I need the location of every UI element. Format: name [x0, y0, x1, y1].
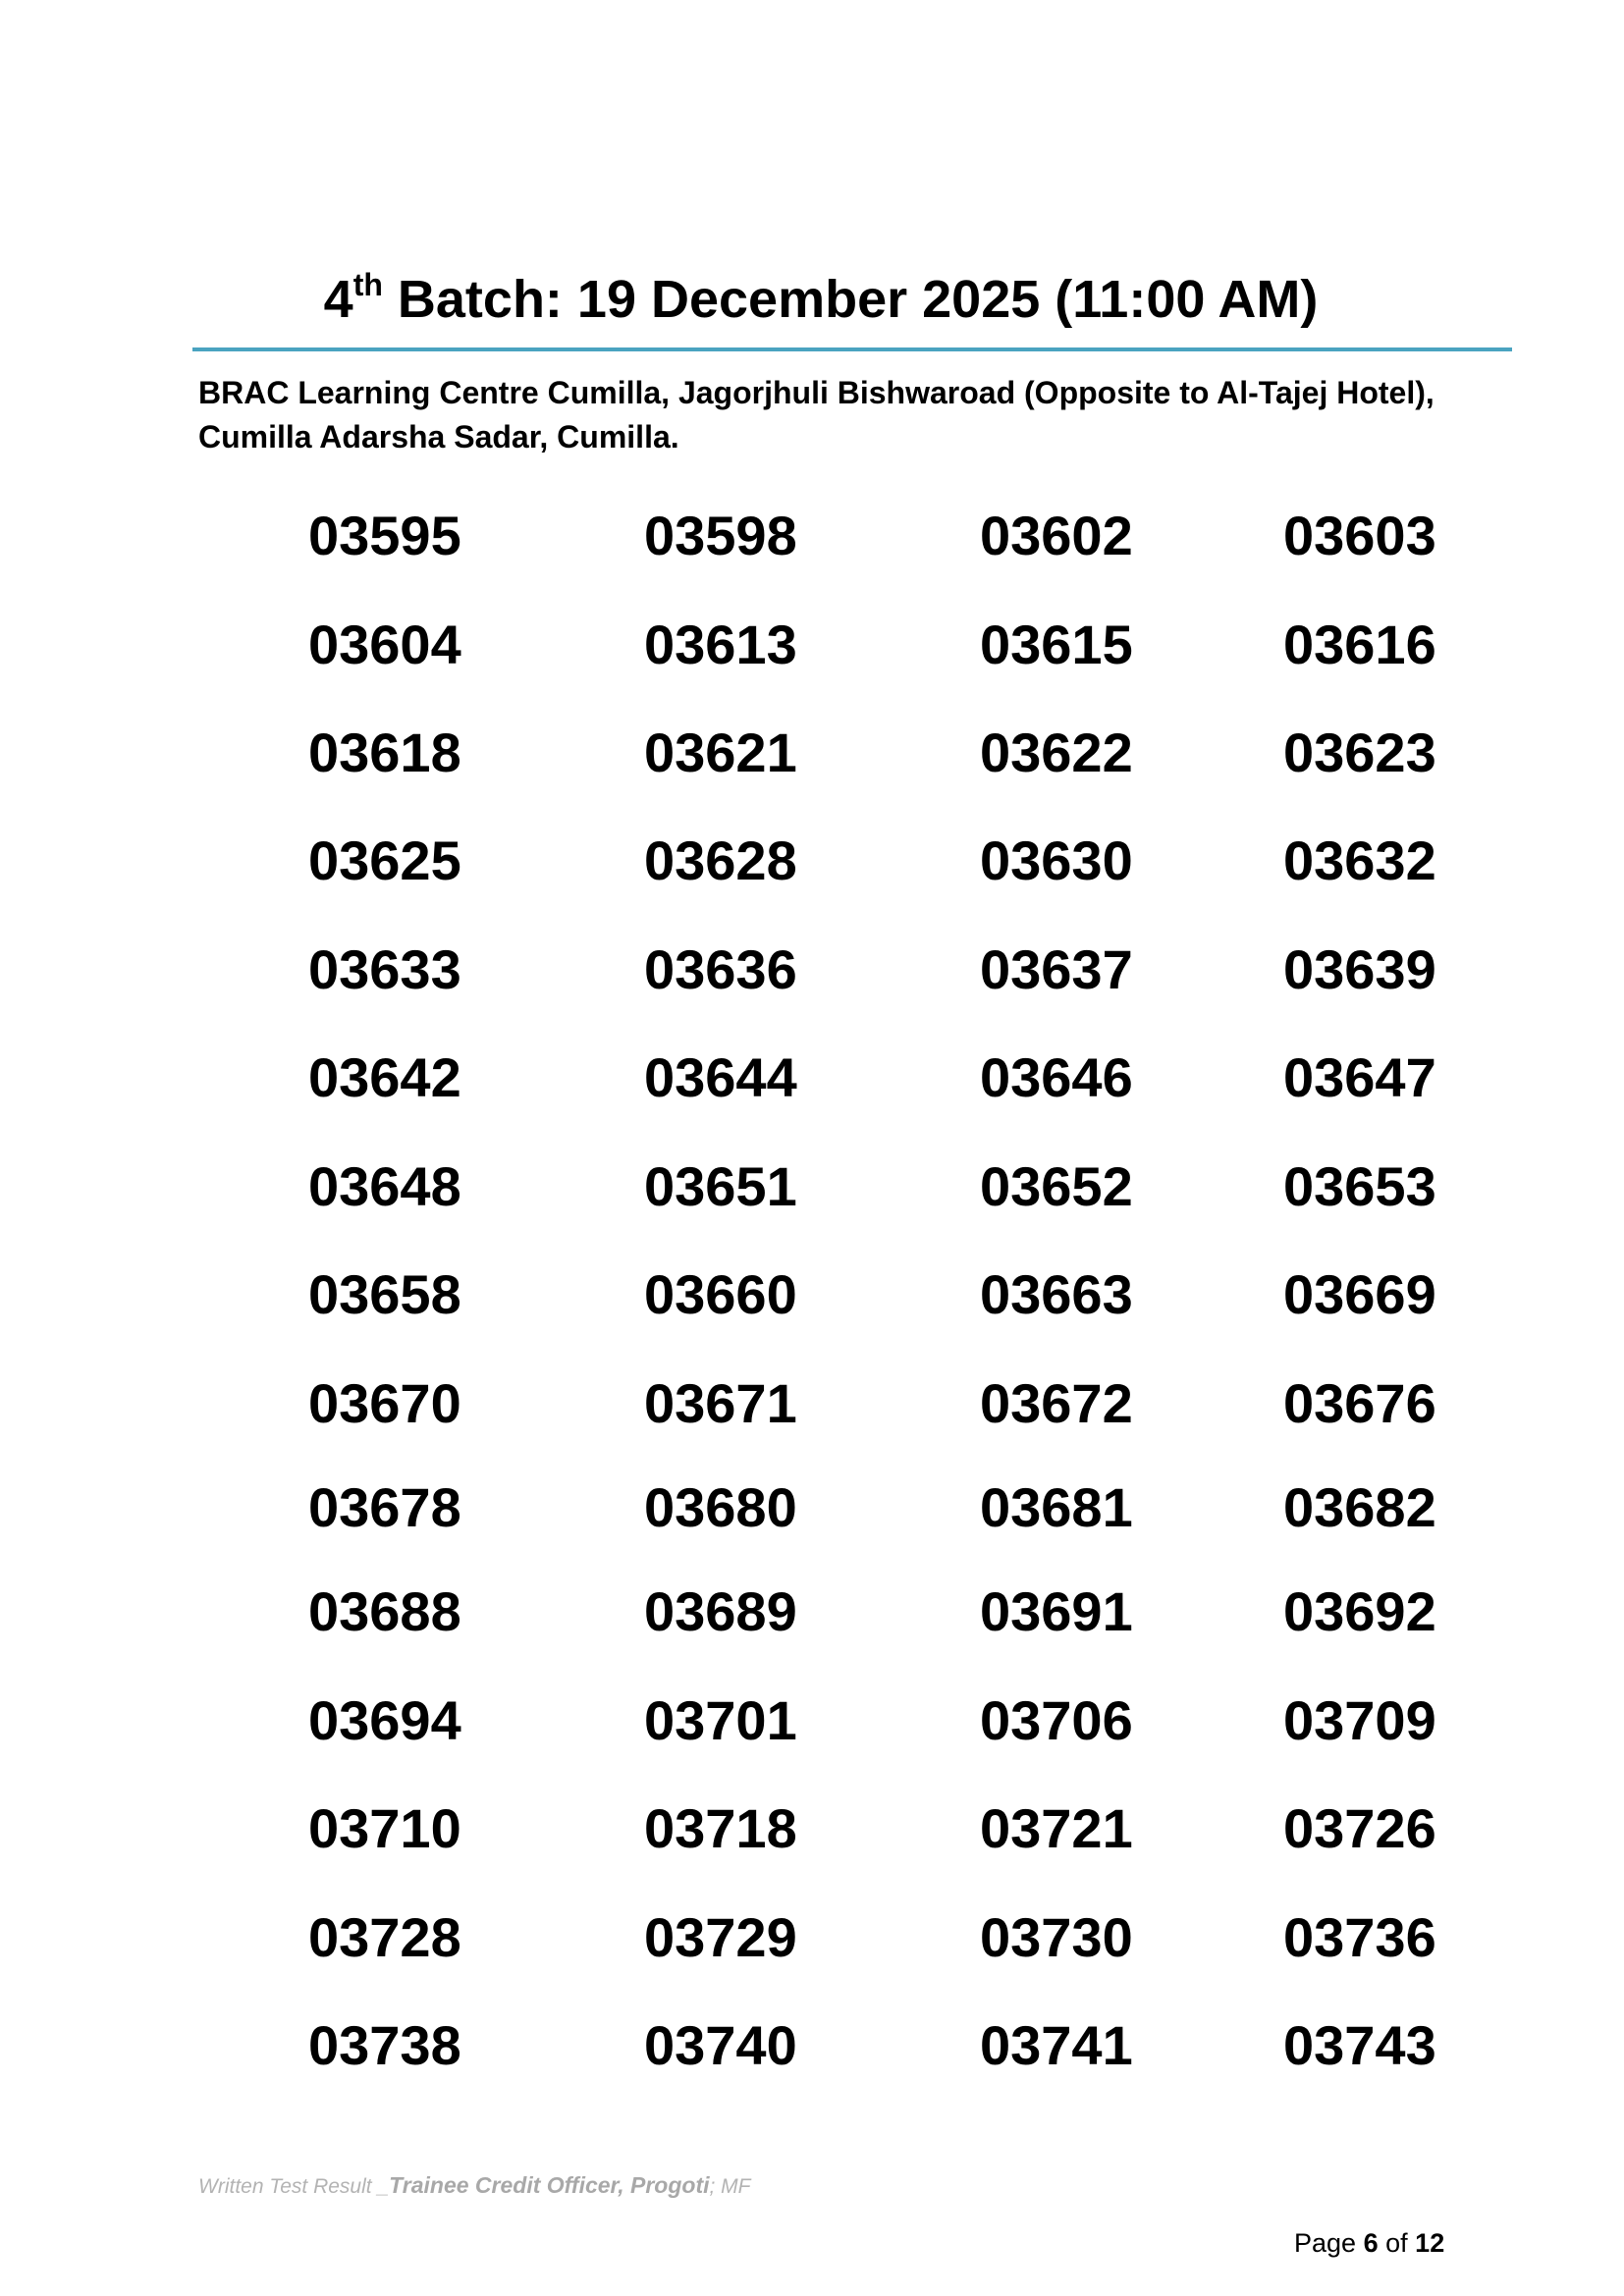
roll-number: 03639: [1283, 938, 1436, 1000]
roll-number: 03688: [308, 1580, 461, 1642]
footer-prefix: Written Test Result _: [198, 2175, 390, 2198]
roll-number: 03636: [644, 938, 797, 1000]
roll-number: 03681: [980, 1476, 1133, 1538]
roll-number: 03706: [980, 1689, 1133, 1751]
batch-ordinal-suffix: th: [352, 267, 383, 302]
roll-number: 03603: [1283, 505, 1436, 566]
footer-note: [198, 2172, 751, 2199]
page-number: [1294, 2228, 1444, 2259]
roll-number: 03646: [980, 1046, 1133, 1108]
roll-number: 03595: [308, 505, 461, 566]
roll-number: 03672: [980, 1372, 1133, 1434]
roll-number: 03660: [644, 1263, 797, 1325]
roll-number: 03604: [308, 614, 461, 675]
roll-number: 03670: [308, 1372, 461, 1434]
roll-number: 03651: [644, 1155, 797, 1217]
batch-ordinal: 4: [323, 270, 353, 329]
roll-number: 03648: [308, 1155, 461, 1217]
page-total: 12: [1415, 2228, 1445, 2258]
page-current: 6: [1363, 2228, 1379, 2258]
roll-number: 03598: [644, 505, 797, 566]
roll-number: 03669: [1283, 1263, 1436, 1325]
roll-number: 03676: [1283, 1372, 1436, 1434]
batch-heading: [192, 265, 1449, 341]
roll-number: 03710: [308, 1797, 461, 1859]
roll-number: 03637: [980, 938, 1133, 1000]
roll-number: 03694: [308, 1689, 461, 1751]
roll-number: 03682: [1283, 1476, 1436, 1538]
footer-suffix: ; MF: [709, 2175, 751, 2198]
roll-number: 03653: [1283, 1155, 1436, 1217]
roll-number: 03689: [644, 1580, 797, 1642]
roll-number: 03616: [1283, 614, 1436, 675]
roll-number: 03743: [1283, 2014, 1436, 2076]
roll-number: 03602: [980, 505, 1133, 566]
roll-number: 03613: [644, 614, 797, 675]
roll-number: 03632: [1283, 829, 1436, 891]
roll-number: 03647: [1283, 1046, 1436, 1108]
roll-number: 03618: [308, 721, 461, 783]
roll-number: 03642: [308, 1046, 461, 1108]
roll-number: 03721: [980, 1797, 1133, 1859]
roll-number: 03658: [308, 1263, 461, 1325]
page-label: Page: [1294, 2228, 1357, 2258]
roll-number: 03621: [644, 721, 797, 783]
roll-number: 03630: [980, 829, 1133, 891]
heading-divider: [192, 347, 1512, 351]
roll-number: 03728: [308, 1906, 461, 1968]
roll-number: 03729: [644, 1906, 797, 1968]
roll-number: 03625: [308, 829, 461, 891]
page-of-label: of: [1385, 2228, 1408, 2258]
roll-number: 03726: [1283, 1797, 1436, 1859]
roll-number: 03678: [308, 1476, 461, 1538]
roll-number: 03644: [644, 1046, 797, 1108]
roll-number: 03701: [644, 1689, 797, 1751]
roll-number: 03730: [980, 1906, 1133, 1968]
roll-number: 03718: [644, 1797, 797, 1859]
roll-number: 03615: [980, 614, 1133, 675]
roll-number: 03740: [644, 2014, 797, 2076]
roll-number: 03736: [1283, 1906, 1436, 1968]
roll-number: 03652: [980, 1155, 1133, 1217]
venue-address: BRAC Learning Centre Cumilla, Jagorjhuli Bishwaroad (Opposite to Al-Tajej Hotel), Cumilla Adarsha Sadar, Cumilla.: [198, 375, 1435, 454]
roll-number: 03691: [980, 1580, 1133, 1642]
roll-number: 03709: [1283, 1689, 1436, 1751]
batch-heading-text: Batch: 19 December 2025 (11:00 AM): [397, 270, 1319, 329]
roll-number: 03628: [644, 829, 797, 891]
footer-emphasis: Trainee Credit Officer, Progoti: [389, 2172, 710, 2198]
roll-number: 03738: [308, 2014, 461, 2076]
roll-number: 03692: [1283, 1580, 1436, 1642]
roll-number: 03633: [308, 938, 461, 1000]
roll-number: 03671: [644, 1372, 797, 1434]
roll-number: 03680: [644, 1476, 797, 1538]
roll-number: 03741: [980, 2014, 1133, 2076]
roll-number: 03622: [980, 721, 1133, 783]
roll-number: 03663: [980, 1263, 1133, 1325]
roll-number: 03623: [1283, 721, 1436, 783]
